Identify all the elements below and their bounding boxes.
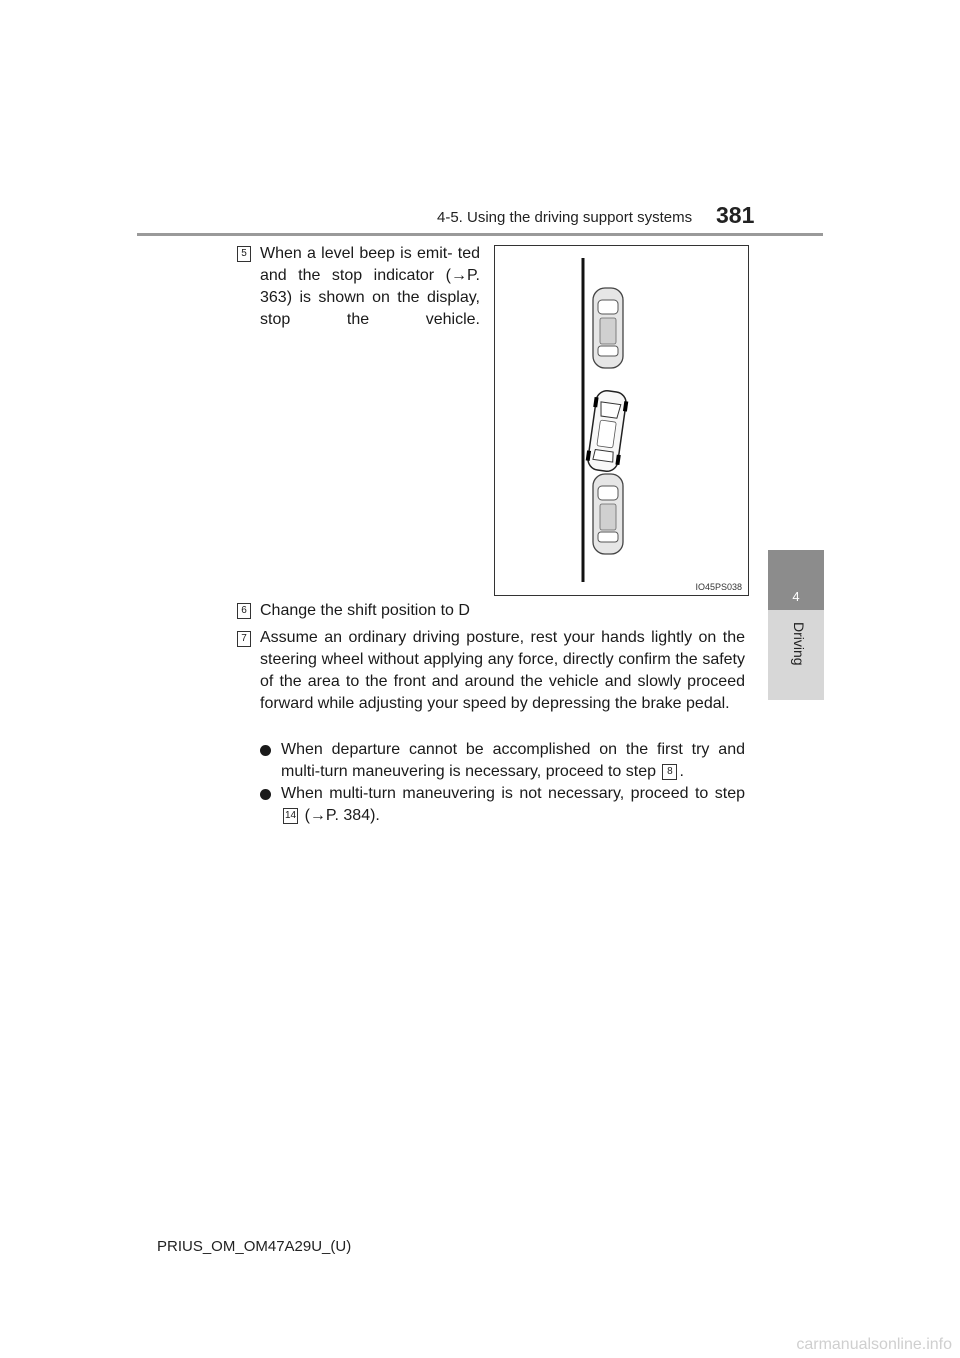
bullet-dot-2: [260, 789, 271, 800]
document-id: PRIUS_OM_OM47A29U_(U): [157, 1238, 352, 1255]
parking-diagram: [494, 245, 749, 596]
bullet-1-text: When departure cannot be accomplished on the first try and multi-turn maneuvering is necessary, proceed to step: [281, 741, 745, 780]
step-6-text: Change the shift position to D: [260, 602, 470, 619]
watermark: carmanualsonline.info: [796, 1336, 952, 1353]
bullet-dot-1: [260, 745, 271, 756]
page-number: 381: [716, 202, 755, 228]
section-title: 4-5. Using the driving support systems: [437, 209, 693, 226]
header-divider: [137, 233, 823, 236]
step-5-text: When a level beep is emit- ted and the stop indicator (→P. 363) is shown on the display, stop the vehicle.: [260, 245, 480, 328]
chapter-tab[interactable]: [768, 550, 824, 610]
parked-car-front-icon: [593, 288, 623, 368]
bullet-2-text: When multi-turn maneuvering is not necessary, proceed to step: [281, 785, 745, 802]
bullet-1-end: .: [679, 763, 684, 780]
bullet-2: [281, 783, 745, 827]
figure-code: IO45PS038: [695, 582, 742, 592]
bullet-2-end: (→P. 384).: [304, 807, 380, 824]
chapter-label: Driving: [791, 622, 807, 666]
step-number-7: 7: [237, 631, 251, 647]
parking-diagram-svg: [495, 246, 748, 595]
step-7-text: Assume an ordinary driving posture, rest your hands lightly on the steering wheel without applying any force, directly confirm the safety of the area to the front and around the vehicle and slowly proceed forward while adjusting your speed by depressing the brake pedal.: [260, 629, 745, 712]
step-ref-14[interactable]: 14: [283, 808, 298, 824]
step-ref-8[interactable]: 8: [662, 764, 677, 780]
bullet-1: [281, 739, 745, 783]
parked-car-rear-icon: [593, 474, 623, 554]
chapter-number: 4: [792, 589, 800, 604]
step-number-6: 6: [237, 603, 251, 619]
step-number-5: 5: [237, 246, 251, 262]
own-vehicle-icon: [587, 389, 628, 472]
